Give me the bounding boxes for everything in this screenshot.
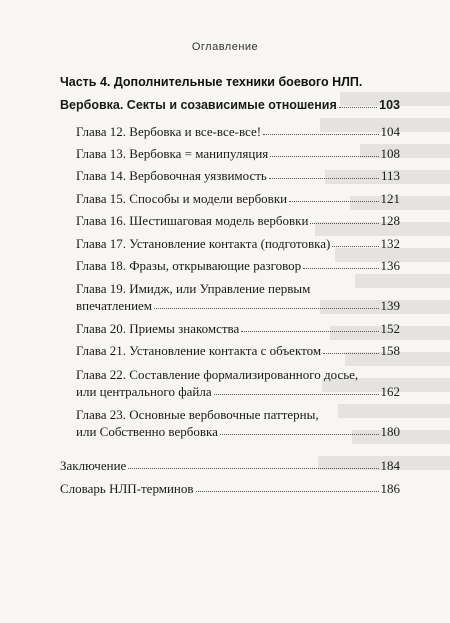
page-number: 162 bbox=[380, 384, 400, 399]
chapter-title: Глава 14. Вербовочная уязвимость bbox=[76, 168, 267, 183]
leader-dots bbox=[289, 191, 378, 202]
part-title-line2: Вербовка. Секты и созависимые отношения bbox=[60, 98, 337, 112]
page-number: 186 bbox=[380, 481, 400, 496]
toc-entry-chapter-22-cont[interactable] bbox=[76, 384, 400, 400]
leader-dots bbox=[128, 458, 378, 469]
chapter-title: Глава 13. Вербовка = манипуляция bbox=[76, 146, 269, 161]
chapter-title-cont: или Собственно вербовка bbox=[76, 424, 218, 439]
leader-dots bbox=[323, 343, 378, 354]
chapter-title: Глава 23. Основные вербовочные паттерны, bbox=[76, 407, 319, 422]
entry-title: Словарь НЛП-терминов bbox=[60, 481, 194, 496]
chapter-title-cont: впечатлением bbox=[76, 298, 153, 313]
leader-dots bbox=[214, 384, 379, 395]
toc-entry-chapter-12[interactable] bbox=[76, 124, 400, 140]
page-number: 104 bbox=[380, 124, 400, 139]
page-number: 152 bbox=[380, 321, 400, 336]
toc-entry-glossary[interactable] bbox=[60, 481, 400, 497]
toc-entry-chapter-13[interactable] bbox=[76, 146, 400, 162]
leader-dots bbox=[196, 481, 379, 492]
chapter-title: Глава 12. Вербовка и все-все-все! bbox=[76, 124, 262, 139]
page-number: 136 bbox=[380, 258, 400, 273]
leader-dots bbox=[332, 236, 378, 247]
entry-title: Заключение bbox=[60, 458, 127, 473]
leader-dots bbox=[269, 168, 379, 179]
chapter-title-cont: или центрального файла bbox=[76, 384, 212, 399]
toc-entry-chapter-20[interactable] bbox=[76, 321, 400, 337]
chapter-title: Глава 20. Приемы знакомства bbox=[76, 321, 240, 336]
part-title-line1: Часть 4. Дополнительные техники боевого НЛП. bbox=[60, 75, 363, 89]
page-number: 184 bbox=[380, 458, 400, 473]
chapter-title: Глава 16. Шестишаговая модель вербовки bbox=[76, 213, 309, 228]
toc-entry-chapter-21[interactable] bbox=[76, 343, 400, 359]
leader-dots bbox=[241, 321, 378, 332]
toc-entry-chapter-18[interactable] bbox=[76, 258, 400, 274]
page-number: 180 bbox=[380, 424, 400, 439]
page-number: 108 bbox=[380, 146, 400, 161]
leader-dots bbox=[303, 258, 378, 269]
page-number: 121 bbox=[380, 191, 400, 206]
leader-dots bbox=[154, 298, 378, 309]
leader-dots bbox=[310, 213, 378, 224]
toc-entry-chapter-17[interactable] bbox=[76, 236, 400, 252]
chapter-title: Глава 15. Способы и модели вербовки bbox=[76, 191, 288, 206]
leader-dots bbox=[270, 146, 378, 157]
leader-dots bbox=[263, 124, 378, 135]
toc-entry-chapter-19-cont[interactable] bbox=[76, 298, 400, 314]
toc-entry-chapter-14[interactable] bbox=[76, 168, 400, 184]
toc-entry-chapter-16[interactable] bbox=[76, 213, 400, 229]
chapter-title: Глава 22. Составление формализированного досье, bbox=[76, 367, 359, 382]
chapter-title: Глава 19. Имидж, или Управление первым bbox=[76, 281, 311, 296]
page-header: Оглавление bbox=[191, 41, 259, 53]
page-number: 139 bbox=[380, 298, 400, 313]
chapter-title: Глава 17. Установление контакта (подготовка) bbox=[76, 236, 331, 251]
chapter-title: Глава 18. Фразы, открывающие разговор bbox=[76, 258, 302, 273]
toc-entry-chapter-23[interactable] bbox=[76, 407, 400, 423]
toc-entry-conclusion[interactable] bbox=[60, 458, 400, 474]
page-number: 128 bbox=[380, 213, 400, 228]
page-number: 132 bbox=[380, 236, 400, 251]
toc-entry-chapter-22[interactable] bbox=[76, 367, 400, 383]
leader-dots bbox=[339, 98, 377, 108]
toc-entry-part4[interactable] bbox=[60, 98, 400, 112]
page-number: 113 bbox=[380, 168, 400, 183]
toc-entry-chapter-19[interactable] bbox=[76, 281, 400, 297]
leader-dots bbox=[220, 424, 379, 435]
toc-entry-chapter-23-cont[interactable] bbox=[76, 424, 400, 440]
page-number: 158 bbox=[380, 343, 400, 358]
page-number: 103 bbox=[379, 98, 400, 112]
toc-entry-chapter-15[interactable] bbox=[76, 191, 400, 207]
chapter-title: Глава 21. Установление контакта с объектом bbox=[76, 343, 322, 358]
